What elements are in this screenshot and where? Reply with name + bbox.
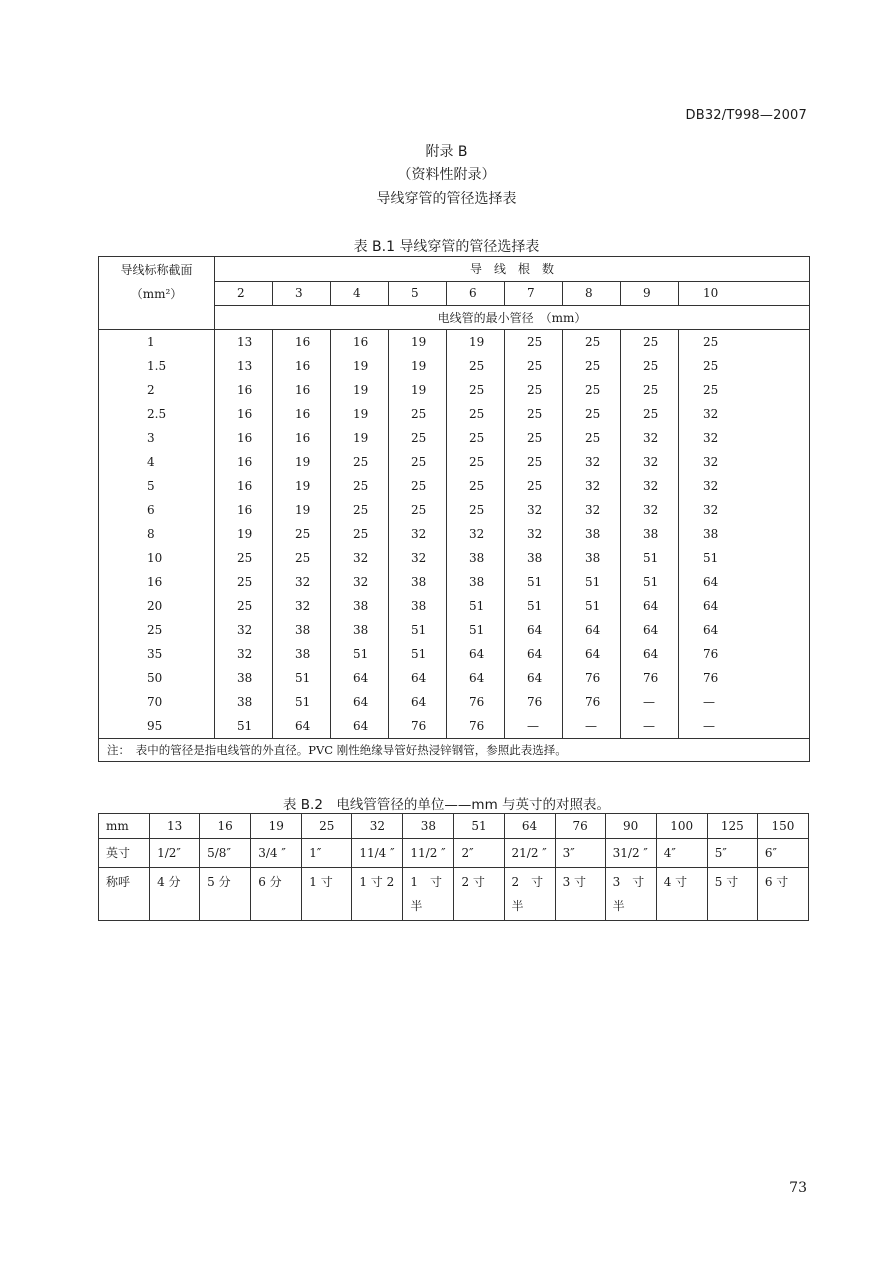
diameter-cell: 76 (679, 642, 810, 666)
diameter-cell: 25 (447, 378, 505, 402)
diameter-cell: 38 (563, 522, 621, 546)
diameter-cell: 38 (679, 522, 810, 546)
diameter-cell: 19 (273, 450, 331, 474)
unit-value-cell: 6 分 (251, 868, 302, 921)
diameter-cell: — (621, 690, 679, 714)
diameter-cell: 32 (273, 594, 331, 618)
diameter-cell: 64 (621, 594, 679, 618)
diameter-cell: 64 (447, 642, 505, 666)
diameter-cell: 19 (331, 378, 389, 402)
diameter-cell: 64 (621, 618, 679, 642)
diameter-cell: 76 (447, 690, 505, 714)
unit-value-cell: 21/2 ″ (504, 839, 555, 868)
diameter-cell: 76 (563, 666, 621, 690)
diameter-cell: 25 (679, 378, 810, 402)
cross-section-unit: （mm²） (99, 281, 215, 305)
diameter-cell: 16 (273, 426, 331, 450)
table-row (99, 546, 810, 570)
diameter-cell: 51 (331, 642, 389, 666)
unit-value-cell: 4 寸 (656, 868, 707, 921)
unit-value-cell: 1″ (302, 839, 352, 868)
diameter-cell: 25 (505, 354, 563, 378)
unit-value-cell: 5 分 (200, 868, 251, 921)
table-row (99, 814, 809, 839)
diameter-cell: 32 (331, 546, 389, 570)
diameter-cell: — (505, 714, 563, 739)
count-header-cell: 10 (679, 281, 810, 305)
diameter-cell: 64 (331, 666, 389, 690)
diameter-cell: 19 (389, 329, 447, 354)
diameter-cell: 64 (331, 690, 389, 714)
diameter-cell: 19 (331, 426, 389, 450)
cross-section-cell: 16 (99, 570, 215, 594)
appendix-title: 附录 B (425, 144, 468, 160)
wire-count-header: 导 线 根 数 (215, 257, 810, 282)
diameter-cell: 76 (505, 690, 563, 714)
diameter-cell: 76 (447, 714, 505, 739)
cross-section-cell: 8 (99, 522, 215, 546)
table-row (99, 868, 809, 921)
diameter-cell: 19 (273, 474, 331, 498)
unit-value-cell: 25 (302, 814, 352, 839)
diameter-cell: 32 (679, 450, 810, 474)
diameter-cell: — (621, 714, 679, 739)
count-header-cell: 7 (505, 281, 563, 305)
cross-section-cell: 6 (99, 498, 215, 522)
diameter-cell: 32 (621, 474, 679, 498)
diameter-cell: 32 (679, 426, 810, 450)
unit-value-cell: 5/8″ (200, 839, 251, 868)
table-row (99, 378, 810, 402)
cross-section-cell: 10 (99, 546, 215, 570)
diameter-cell: 51 (563, 570, 621, 594)
diameter-cell: 25 (447, 402, 505, 426)
unit-value-cell: 11/2 ″ (403, 839, 454, 868)
diameter-cell: 25 (563, 354, 621, 378)
diameter-cell: 19 (389, 354, 447, 378)
cross-section-cell: 50 (99, 666, 215, 690)
diameter-cell: 51 (505, 570, 563, 594)
table-row (99, 426, 810, 450)
diameter-cell: 25 (389, 426, 447, 450)
table-row (99, 618, 810, 642)
diameter-cell: 19 (331, 354, 389, 378)
diameter-cell: 64 (331, 714, 389, 739)
unit-value-cell: 16 (200, 814, 251, 839)
unit-value-cell: 2 寸 半 (504, 868, 555, 921)
diameter-cell: 51 (389, 618, 447, 642)
unit-value-cell: 3 寸 半 (605, 868, 656, 921)
cross-section-cell: 20 (99, 594, 215, 618)
cross-section-cell: 95 (99, 714, 215, 739)
diameter-cell: 13 (215, 354, 273, 378)
table-row (99, 594, 810, 618)
diameter-cell: 25 (273, 522, 331, 546)
diameter-cell: 25 (505, 474, 563, 498)
diameter-cell: 16 (273, 329, 331, 354)
cross-section-cell: 25 (99, 618, 215, 642)
diameter-cell: 64 (273, 714, 331, 739)
diameter-cell: 32 (621, 426, 679, 450)
diameter-cell: 51 (389, 642, 447, 666)
diameter-cell: 32 (505, 522, 563, 546)
unit-value-cell: 32 (352, 814, 403, 839)
cross-section-cell: 2 (99, 378, 215, 402)
cross-section-cell: 5 (99, 474, 215, 498)
diameter-cell: 25 (331, 522, 389, 546)
diameter-cell: 25 (563, 329, 621, 354)
diameter-cell: 38 (331, 618, 389, 642)
standard-code: DB32/T998—2007 (685, 108, 807, 123)
min-diameter-header: 电线管的最小管径 （mm） (215, 305, 810, 329)
diameter-cell: 32 (215, 642, 273, 666)
table-row (99, 450, 810, 474)
diameter-cell: 64 (389, 666, 447, 690)
diameter-cell: 25 (621, 354, 679, 378)
unit-label-cell: mm (99, 814, 150, 839)
diameter-cell: 25 (505, 402, 563, 426)
unit-value-cell: 4″ (656, 839, 707, 868)
diameter-cell: 25 (447, 426, 505, 450)
diameter-cell: 32 (331, 570, 389, 594)
unit-value-cell: 4 分 (150, 868, 200, 921)
unit-value-cell: 11/4 ″ (352, 839, 403, 868)
diameter-cell: 32 (215, 618, 273, 642)
unit-value-cell: 1 寸 半 (403, 868, 454, 921)
diameter-cell: 16 (331, 329, 389, 354)
page-number: 73 (789, 1180, 807, 1196)
cross-section-cell: 2.5 (99, 402, 215, 426)
diameter-cell: 25 (447, 354, 505, 378)
unit-value-cell: 51 (454, 814, 504, 839)
diameter-cell: 32 (563, 498, 621, 522)
cross-section-cell: 70 (99, 690, 215, 714)
diameter-cell: 16 (215, 450, 273, 474)
diameter-cell: 32 (563, 474, 621, 498)
appendix-subtitle: （资料性附录） (397, 167, 496, 183)
diameter-cell: 38 (563, 546, 621, 570)
unit-value-cell: 3″ (555, 839, 605, 868)
diameter-cell: 25 (215, 570, 273, 594)
diameter-cell: 76 (679, 666, 810, 690)
table-row (99, 329, 810, 354)
diameter-cell: 76 (389, 714, 447, 739)
diameter-cell: 76 (621, 666, 679, 690)
table-row (99, 354, 810, 378)
diameter-cell: 32 (621, 450, 679, 474)
cross-section-cell: 3 (99, 426, 215, 450)
diameter-cell: 32 (679, 474, 810, 498)
unit-value-cell: 2″ (454, 839, 504, 868)
diameter-cell: 25 (215, 594, 273, 618)
diameter-cell: 19 (273, 498, 331, 522)
diameter-cell: 51 (679, 546, 810, 570)
diameter-cell: 25 (389, 474, 447, 498)
diameter-cell: 38 (215, 690, 273, 714)
diameter-cell: 38 (621, 522, 679, 546)
table-row (99, 642, 810, 666)
unit-value-cell: 19 (251, 814, 302, 839)
diameter-cell: 25 (331, 450, 389, 474)
diameter-cell: 16 (215, 498, 273, 522)
diameter-cell: 51 (273, 690, 331, 714)
count-header-cell: 4 (331, 281, 389, 305)
unit-value-cell: 2 寸 (454, 868, 504, 921)
table-row (99, 402, 810, 426)
diameter-cell: 16 (273, 378, 331, 402)
diameter-cell: 25 (505, 329, 563, 354)
table-row (99, 839, 809, 868)
diameter-cell: 32 (505, 498, 563, 522)
diameter-cell: 32 (447, 522, 505, 546)
diameter-cell: 64 (389, 690, 447, 714)
diameter-cell: 25 (679, 354, 810, 378)
diameter-cell: 32 (389, 522, 447, 546)
diameter-cell: 25 (563, 426, 621, 450)
diameter-cell: 38 (389, 570, 447, 594)
unit-value-cell: 76 (555, 814, 605, 839)
diameter-cell: 38 (215, 666, 273, 690)
count-header-cell: 2 (215, 281, 273, 305)
diameter-cell: 25 (679, 329, 810, 354)
unit-value-cell: 13 (150, 814, 200, 839)
diameter-cell: 51 (215, 714, 273, 739)
diameter-cell: 51 (273, 666, 331, 690)
diameter-cell: 64 (679, 594, 810, 618)
diameter-cell: 32 (679, 498, 810, 522)
unit-value-cell: 38 (403, 814, 454, 839)
unit-value-cell: 3/4 ″ (251, 839, 302, 868)
diameter-cell: 51 (447, 594, 505, 618)
unit-value-cell: 5 寸 (707, 868, 757, 921)
diameter-cell: 25 (447, 498, 505, 522)
header-blank-cell (99, 305, 215, 329)
table1-caption: 表 B.1 导线穿管的管径选择表 (353, 239, 540, 255)
diameter-cell: 25 (621, 402, 679, 426)
diameter-cell: 32 (563, 450, 621, 474)
diameter-cell: 19 (215, 522, 273, 546)
diameter-cell: 51 (505, 594, 563, 618)
diameter-cell: 38 (447, 570, 505, 594)
diameter-cell: 64 (505, 666, 563, 690)
count-header-cell: 3 (273, 281, 331, 305)
diameter-cell: 38 (389, 594, 447, 618)
diameter-cell: 38 (273, 642, 331, 666)
diameter-cell: 64 (679, 570, 810, 594)
diameter-cell: 19 (389, 378, 447, 402)
table2-caption: 表 B.2 电线管管径的单位——mm 与英寸的对照表。 (282, 797, 611, 813)
diameter-cell: 25 (389, 450, 447, 474)
unit-value-cell: 64 (504, 814, 555, 839)
diameter-cell: 25 (505, 450, 563, 474)
unit-label-cell: 称呼 (99, 868, 150, 921)
cross-section-cell: 4 (99, 450, 215, 474)
diameter-cell: 32 (679, 402, 810, 426)
diameter-cell: 25 (505, 378, 563, 402)
table-row (99, 474, 810, 498)
diameter-cell: 51 (447, 618, 505, 642)
diameter-cell: 25 (389, 402, 447, 426)
diameter-cell: — (679, 714, 810, 739)
diameter-cell: 25 (215, 546, 273, 570)
diameter-cell: 64 (621, 642, 679, 666)
count-header-cell: 8 (563, 281, 621, 305)
unit-value-cell: 1 寸 2 (352, 868, 403, 921)
appendix-name: 导线穿管的管径选择表 (376, 191, 517, 207)
diameter-cell: 16 (273, 354, 331, 378)
diameter-cell: 64 (505, 642, 563, 666)
unit-value-cell: 3 寸 (555, 868, 605, 921)
unit-value-cell: 6″ (757, 839, 808, 868)
diameter-cell: 19 (447, 329, 505, 354)
unit-value-cell: 6 寸 (757, 868, 808, 921)
cross-section-cell: 1.5 (99, 354, 215, 378)
conduit-size-table (98, 256, 810, 762)
diameter-cell: 51 (621, 546, 679, 570)
table-row (99, 690, 810, 714)
unit-label-cell: 英寸 (99, 839, 150, 868)
diameter-cell: 25 (563, 402, 621, 426)
diameter-cell: 32 (389, 546, 447, 570)
diameter-cell: 51 (563, 594, 621, 618)
diameter-cell: 19 (331, 402, 389, 426)
diameter-cell: 25 (273, 546, 331, 570)
diameter-cell: 16 (215, 426, 273, 450)
diameter-cell: 38 (505, 546, 563, 570)
diameter-cell: 25 (447, 450, 505, 474)
unit-value-cell: 125 (707, 814, 757, 839)
cross-section-cell: 1 (99, 329, 215, 354)
count-header-cell: 5 (389, 281, 447, 305)
diameter-cell: — (563, 714, 621, 739)
unit-value-cell: 100 (656, 814, 707, 839)
unit-value-cell: 31/2 ″ (605, 839, 656, 868)
diameter-cell: 51 (621, 570, 679, 594)
unit-value-cell: 90 (605, 814, 656, 839)
table-row (99, 570, 810, 594)
unit-value-cell: 150 (757, 814, 808, 839)
diameter-cell: 16 (215, 402, 273, 426)
diameter-cell: 25 (563, 378, 621, 402)
diameter-cell: 64 (563, 618, 621, 642)
diameter-cell: 76 (563, 690, 621, 714)
cross-section-cell: 35 (99, 642, 215, 666)
diameter-cell: 25 (621, 378, 679, 402)
diameter-cell: 38 (447, 546, 505, 570)
diameter-cell: 64 (563, 642, 621, 666)
diameter-cell: 32 (273, 570, 331, 594)
unit-value-cell: 1 寸 (302, 868, 352, 921)
diameter-cell: 38 (331, 594, 389, 618)
cross-section-header: 导线标称截面 (99, 257, 215, 282)
table-row (99, 522, 810, 546)
diameter-cell: 25 (331, 498, 389, 522)
diameter-cell: 25 (389, 498, 447, 522)
unit-conversion-table (98, 813, 809, 921)
diameter-cell: — (679, 690, 810, 714)
diameter-cell: 64 (505, 618, 563, 642)
diameter-cell: 64 (679, 618, 810, 642)
count-header-cell: 6 (447, 281, 505, 305)
diameter-cell: 32 (621, 498, 679, 522)
table-row (99, 714, 810, 739)
unit-value-cell: 5″ (707, 839, 757, 868)
diameter-cell: 16 (215, 378, 273, 402)
diameter-cell: 16 (273, 402, 331, 426)
diameter-cell: 16 (215, 474, 273, 498)
unit-value-cell: 1/2″ (150, 839, 200, 868)
diameter-cell: 25 (621, 329, 679, 354)
diameter-cell: 25 (331, 474, 389, 498)
diameter-cell: 38 (273, 618, 331, 642)
diameter-cell: 25 (447, 474, 505, 498)
diameter-cell: 25 (505, 426, 563, 450)
table-row (99, 666, 810, 690)
diameter-cell: 64 (447, 666, 505, 690)
table1-note: 注： 表中的管径是指电线管的外直径。PVC 刚性绝缘导管好热浸锌钢管，参照此表选择。 (99, 738, 810, 761)
count-header-cell: 9 (621, 281, 679, 305)
diameter-cell: 13 (215, 329, 273, 354)
table-row (99, 498, 810, 522)
